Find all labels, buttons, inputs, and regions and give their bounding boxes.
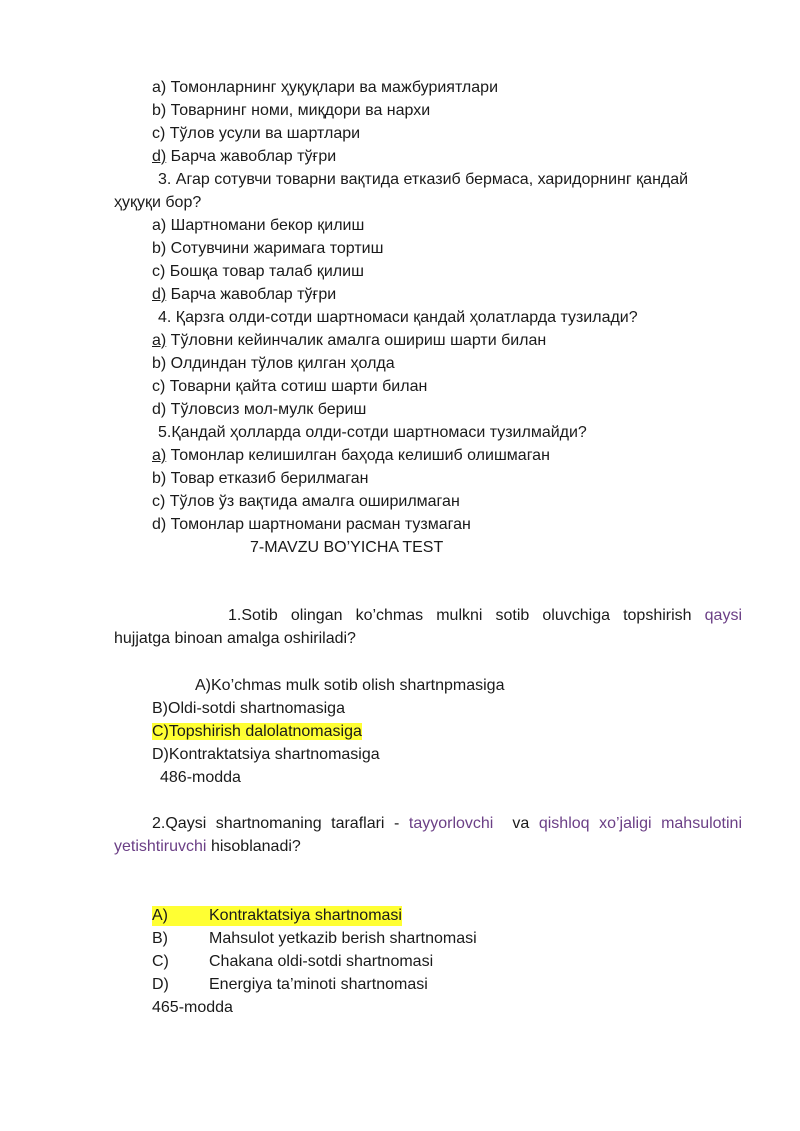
option-letter: A): [152, 906, 209, 926]
q5-option-c: c) Тўлов ўз вақтида амалга оширилмаган: [152, 493, 460, 510]
q5-option-d: d) Томонлар шартномани расман тузмаган: [152, 516, 471, 533]
q4-option-b: b) Олдиндан тўлов қилган ҳолда: [152, 355, 395, 372]
question-3-line2: ҳуқуқи бор?: [114, 194, 202, 211]
q4-option-c: c) Товарни қайта сотиш шарти билан: [152, 378, 428, 395]
question-4: 4. Қарзга олди-сотди шартномаси қандай ҳолатларда тузилади?: [158, 309, 638, 326]
option-text: Energiya ta’minoti shartnomasi: [209, 976, 428, 993]
q3-option-c: c) Бошқа товар талаб қилиш: [152, 263, 364, 280]
option-letter: C): [152, 953, 169, 970]
test-question-1-line1: 1.Sotib olingan ko’chmas mulkni sotib oluvchiga topshirish qaysi: [228, 607, 742, 624]
option-text: Chakana oldi-sotdi shartnomasi: [209, 953, 434, 970]
q4-option-d: d) Тўловсиз мол-мулк бериш: [152, 401, 367, 418]
test-q1-article-ref: 486-modda: [160, 769, 241, 786]
test-question-1-line2: hujjatga binoan amalga oshiriladi?: [114, 630, 356, 647]
q4-option-a-correct: a) Тўловни кейинчалик амалга ошириш шарти билан: [152, 332, 547, 349]
test-question-2-line1: 2.Qaysi shartnomaning taraflari - tayyorlovchi va qishloq xo’jaligi mahsulotini: [152, 815, 742, 832]
option-a: a) Томонларнинг ҳуқуқлари ва мажбуриятлари: [152, 79, 498, 96]
test-question-2-line2: yetishtiruvchi hisoblanadi?: [114, 838, 301, 855]
option-letter: B): [152, 930, 168, 947]
option-d-correct: d) Барча жавоблар тўғри: [152, 148, 337, 165]
q5-option-a-correct: a) Томонлар келишилган баҳода келишиб олишмаган: [152, 447, 550, 464]
test-q1-option-d: D)Kontraktatsiya shartnomasiga: [152, 746, 380, 763]
q3-option-d-correct: d) Барча жавоблар тўғри: [152, 286, 337, 303]
option-letter: D): [152, 976, 169, 993]
option-c: c) Тўлов усули ва шартлари: [152, 125, 361, 142]
test-q1-option-a: A)Ko’chmas mulk sotib olish shartnpmasiga: [195, 677, 505, 694]
option-b: b) Товарнинг номи, миқдори ва нархи: [152, 102, 431, 119]
option-text: Mahsulot yetkazib berish shartnomasi: [209, 930, 477, 947]
q3-option-a: a) Шартномани бекор қилиш: [152, 217, 365, 234]
question-3-line1: 3. Агар сотувчи товарни вақтида етказиб бермаса, харидорнинг қандай: [158, 171, 689, 188]
option-text: Kontraktatsiya shartnomasi: [209, 907, 402, 924]
question-5: 5.Қандай ҳолларда олди-сотди шартномаси тузилмайди?: [158, 424, 587, 441]
section-title: 7-MAVZU BO’YICHA TEST: [250, 539, 444, 556]
q5-option-b: b) Товар етказиб берилмаган: [152, 470, 369, 487]
test-q1-option-c-correct: C)Topshirish dalolatnomasiga: [152, 723, 362, 740]
test-q2-article-ref: 465-modda: [152, 999, 233, 1016]
test-q1-option-b: B)Oldi-sotdi shartnomasiga: [152, 700, 345, 717]
q3-option-b: b) Сотувчини жаримага тортиш: [152, 240, 384, 257]
